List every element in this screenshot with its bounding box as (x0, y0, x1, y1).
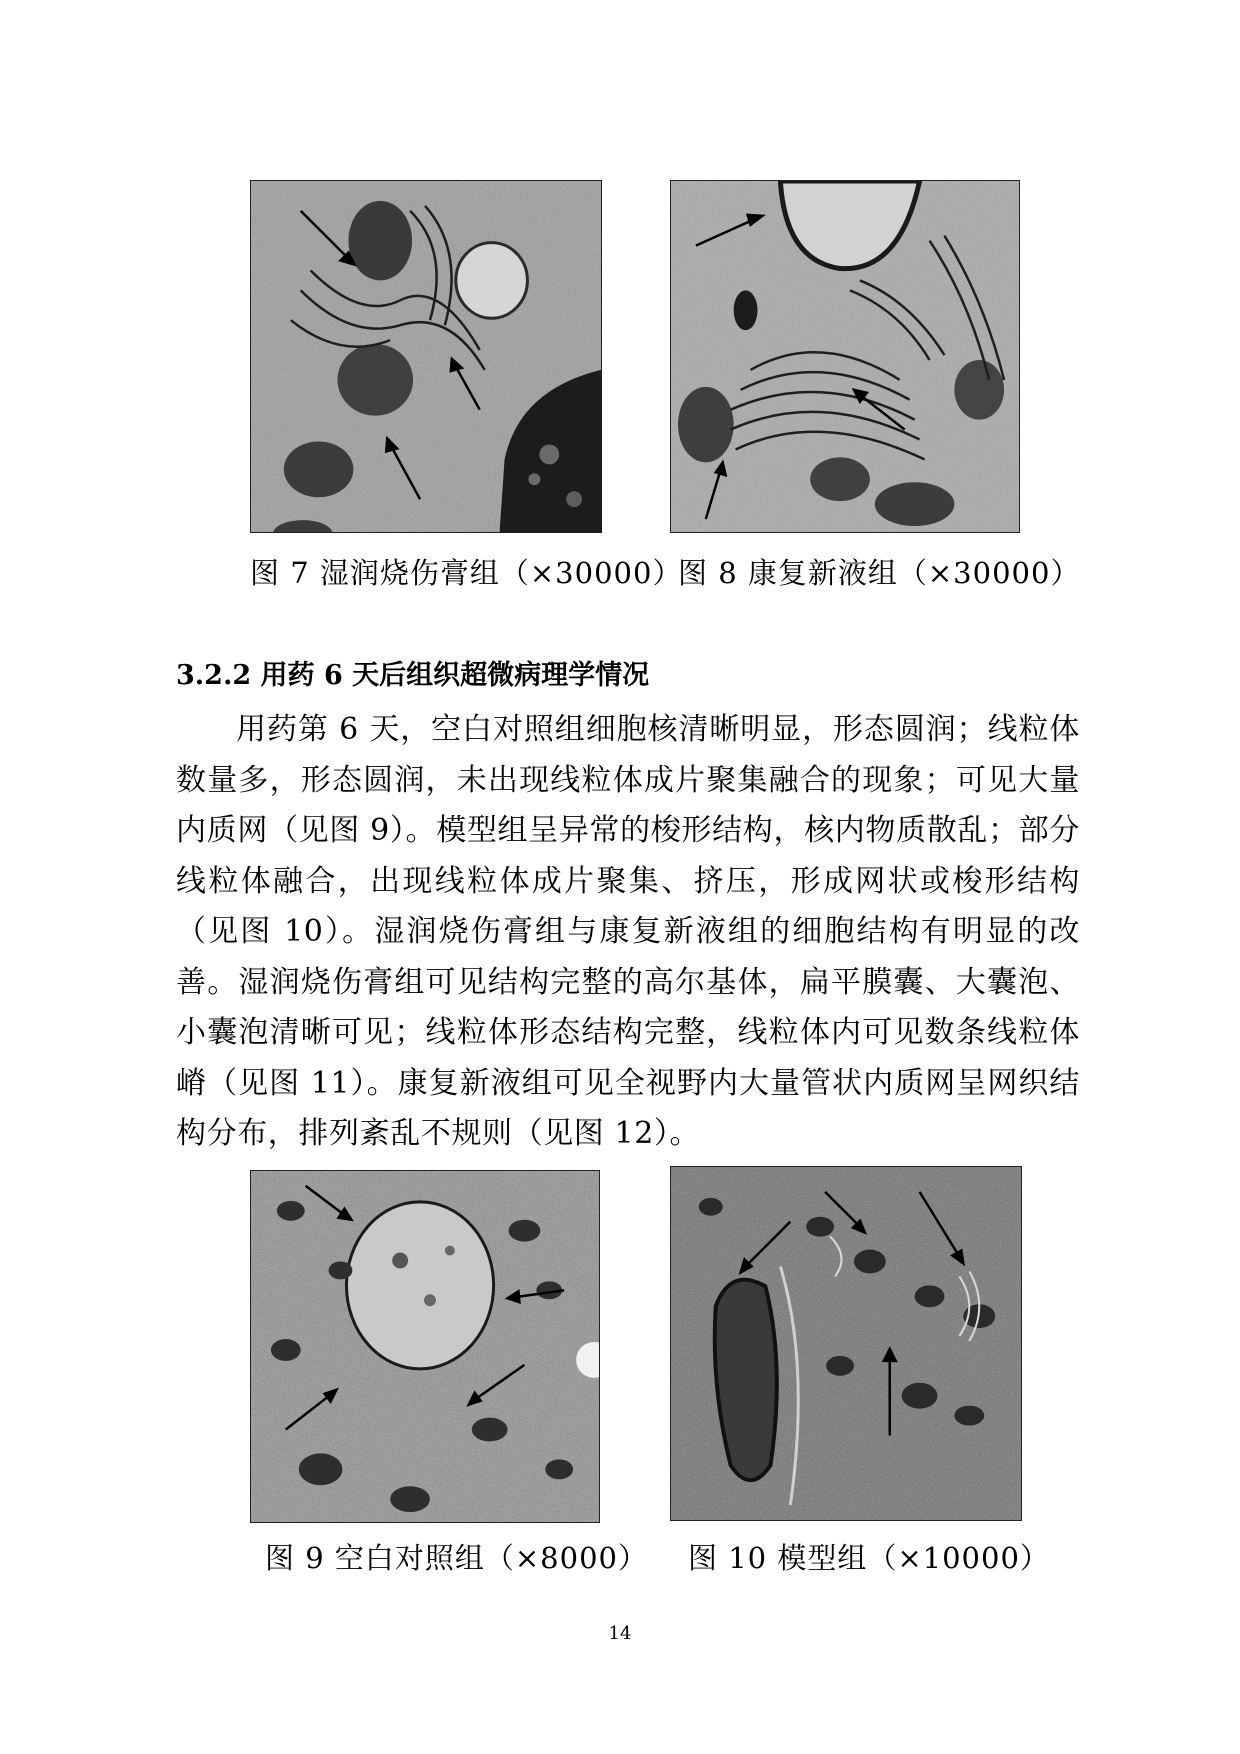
body-paragraph: 用药第 6 天，空白对照组细胞核清晰明显，形态圆润；线粒体数量多，形态圆润，未出现线粒体成片聚集融合的现象；可见大量内质网（见图 9）。模型组呈异常的梭形结构，核内物质散乱；部分线粒体融合，出现线粒体成片聚集、挤压，形成网状或梭形结构（见图 10）。湿润烧伤膏组与康复新液组的细胞结构有明显的改善。湿润烧伤膏组可见结构完整的高尔基体，扁平膜囊、大囊泡、小囊泡清晰可见；线粒体形态结构完整，线粒体内可见数条线粒体嵴（见图 11）。康复新液组可见全视野内大量管状内质网呈网织结构分布，排列紊乱不规则（见图 12）。 (176, 712, 1080, 1151)
micrograph-fig7-image (251, 181, 601, 532)
micrograph-fig8-image (671, 181, 1019, 532)
micrograph-fig9 (250, 1170, 600, 1523)
figure-caption-fig8: 图 8 康复新液组（×30000） (678, 556, 1081, 590)
figure-caption-fig7: 图 7 湿润烧伤膏组（×30000） (250, 556, 683, 590)
micrograph-fig9-image (251, 1171, 599, 1522)
micrograph-fig8 (670, 180, 1020, 533)
micrograph-fig7 (250, 180, 602, 533)
micrograph-fig10 (670, 1166, 1022, 1521)
figure-caption-fig9: 图 9 空白对照组（×8000） (265, 1541, 648, 1575)
page-number: 14 (608, 1623, 632, 1644)
micrograph-fig10-image (671, 1167, 1021, 1520)
section-heading: 3.2.2 用药 6 天后组织超微病理学情况 (176, 660, 650, 691)
figure-caption-fig10: 图 10 模型组（×10000） (688, 1541, 1050, 1575)
